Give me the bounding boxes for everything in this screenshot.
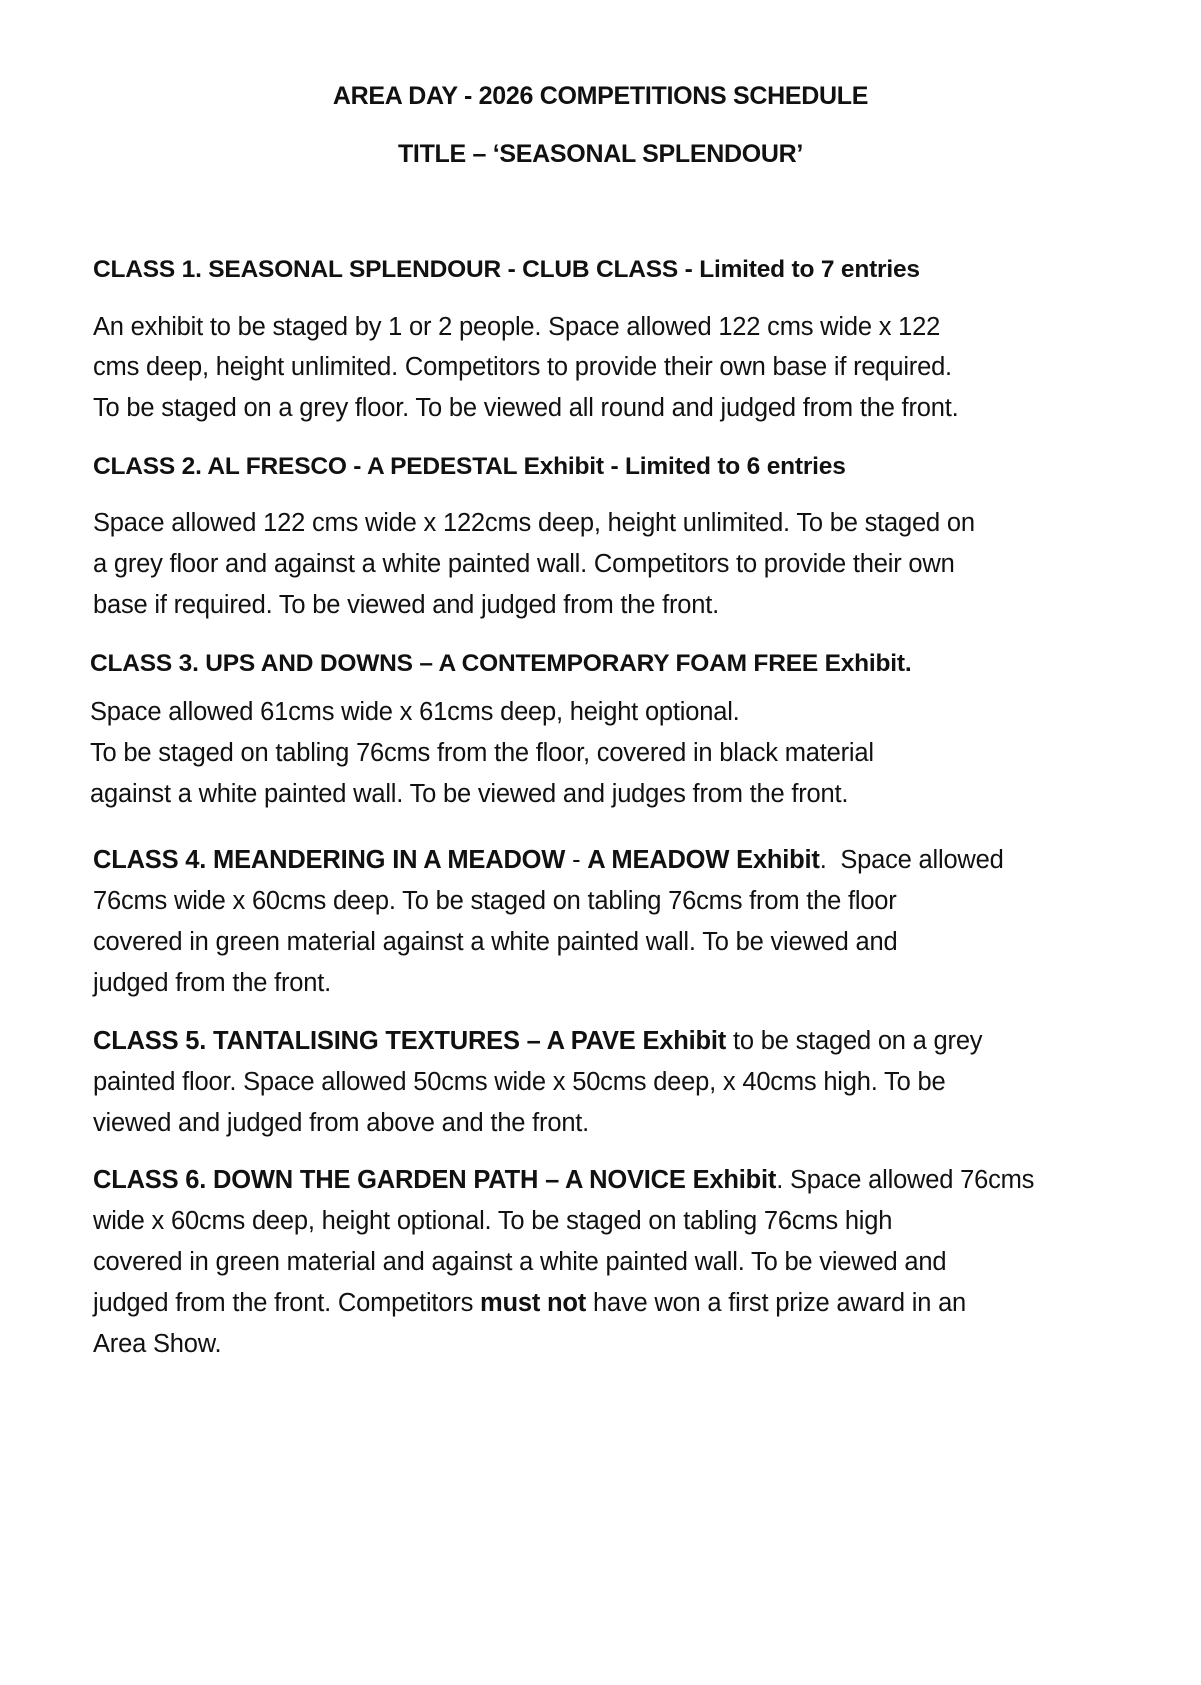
class-2-line-1: Space allowed 122 cms wide x 122cms deep, height unlimited. To be staged on [93, 509, 975, 537]
class-6-line-4-post: have won a first prize award in an [586, 1289, 967, 1317]
class-6-first-line [93, 1166, 1034, 1195]
class-6-line-4-pre: judged from the front. Competitors [93, 1289, 481, 1317]
class-4-line-2: 76cms wide x 60cms deep. To be staged on tabling 76cms from the floor [93, 887, 897, 915]
class-6-first-line-rest: . Space allowed 76cms [776, 1166, 1035, 1194]
class-5-first-line-rest: to be staged on a grey [726, 1027, 983, 1055]
class-6-line-3: covered in green material and against a white painted wall. To be viewed and [93, 1248, 947, 1276]
class-6-line-4 [93, 1289, 966, 1318]
class-6-heading: CLASS 6. DOWN THE GARDEN PATH – A NOVICE Exhibit [93, 1166, 777, 1194]
class-6-emphasis: must not [480, 1289, 587, 1317]
class-3-heading: CLASS 3. UPS AND DOWNS – A CONTEMPORARY FOAM FREE Exhibit. [90, 650, 912, 677]
class-4-line-4: judged from the front. [93, 969, 331, 997]
class-6-line-5: Area Show. [93, 1330, 222, 1358]
class-3-line-3: against a white painted wall. To be viewed and judges from the front. [90, 780, 849, 808]
class-3-line-2: To be staged on tabling 76cms from the floor, covered in black material [90, 739, 874, 767]
document-subtitle: TITLE – ‘SEASONAL SPLENDOUR’ [397, 140, 804, 168]
class-1-line-3: To be staged on a grey floor. To be viewed all round and judged from the front. [93, 394, 959, 422]
class-2-heading: CLASS 2. AL FRESCO - A PEDESTAL Exhibit - Limited to 6 entries [93, 453, 846, 480]
document-title: AREA DAY - 2026 COMPETITIONS SCHEDULE [332, 82, 869, 110]
class-4-first-line-rest: . Space allowed [819, 846, 1004, 874]
class-1-line-2: cms deep, height unlimited. Competitors to provide their own base if required. [93, 353, 952, 381]
class-3-line-1: Space allowed 61cms wide x 61cms deep, height optional. [90, 698, 740, 726]
class-4-heading-sep: - [565, 846, 588, 874]
class-2-line-2: a grey floor and against a white painted wall. Competitors to provide their own [93, 550, 955, 578]
class-4-heading: CLASS 4. MEANDERING IN A MEADOW [93, 846, 566, 874]
class-5-first-line [93, 1027, 982, 1056]
class-5-heading: CLASS 5. TANTALISING TEXTURES – A PAVE Exhibit [93, 1027, 727, 1055]
class-5-line-2: painted floor. Space allowed 50cms wide x 50cms deep, x 40cms high. To be [93, 1068, 946, 1096]
class-1-heading: CLASS 1. SEASONAL SPLENDOUR - CLUB CLASS - Limited to 7 entries [93, 256, 920, 283]
class-4-first-line [93, 846, 1004, 875]
class-5-line-3: viewed and judged from above and the front. [93, 1109, 590, 1137]
class-4-exhibit-type: A MEADOW Exhibit [587, 846, 820, 874]
class-1-line-1: An exhibit to be staged by 1 or 2 people. Space allowed 122 cms wide x 122 [93, 313, 941, 341]
class-2-line-3: base if required. To be viewed and judged from the front. [93, 591, 720, 619]
class-4-line-3: covered in green material against a white painted wall. To be viewed and [93, 928, 898, 956]
class-6-line-2: wide x 60cms deep, height optional. To be staged on tabling 76cms high [93, 1207, 893, 1235]
